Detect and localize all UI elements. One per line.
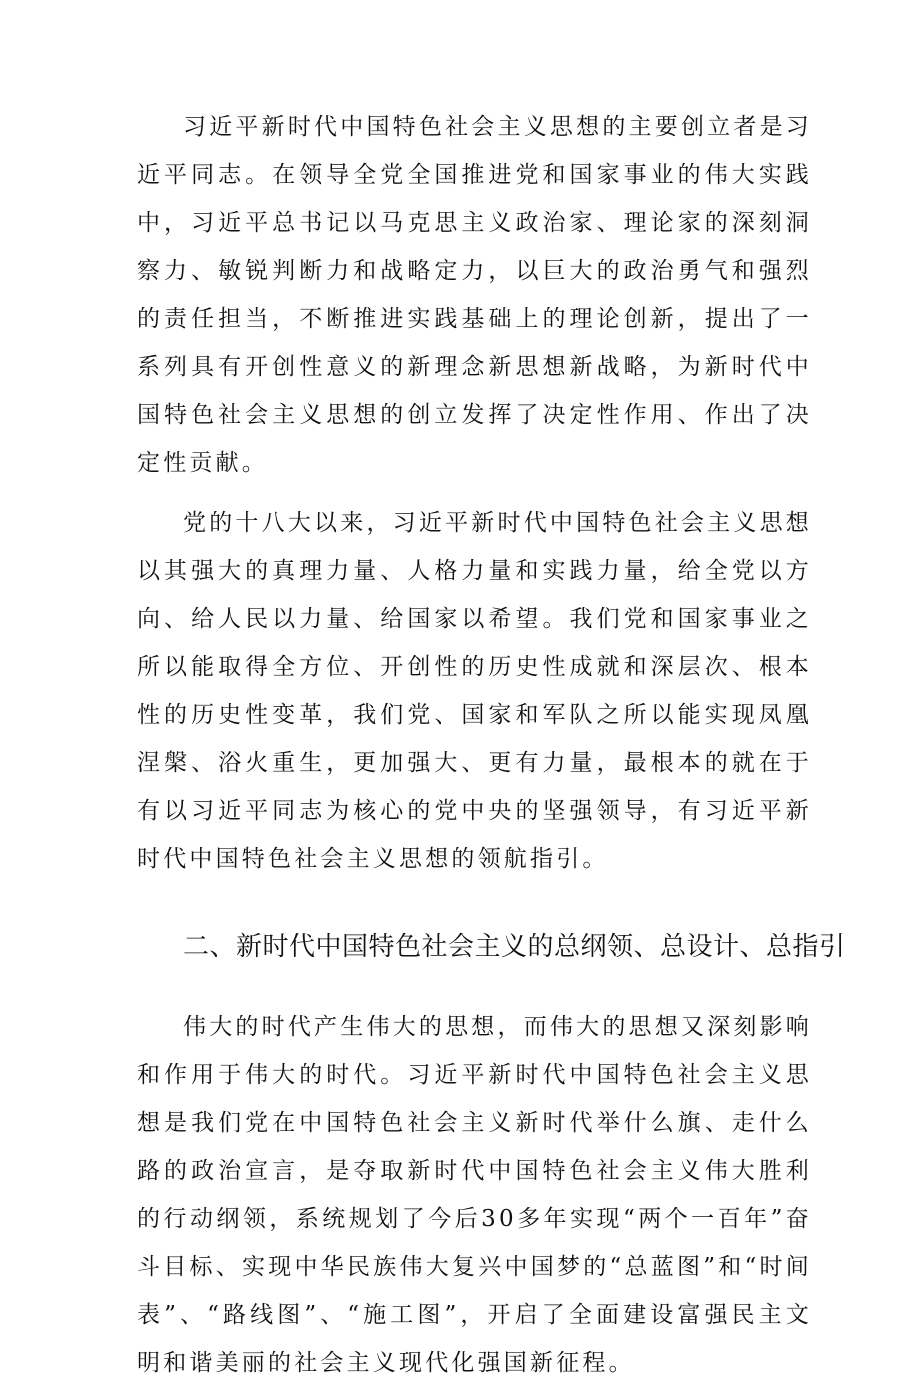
paragraph-founder: 习近平新时代中国特色社会主义思想的主要创立者是习近平同志。在领导全党全国推进党和国家事业的伟大实践中，习近平总书记以马克思主义政治家、理论家的深刻洞察力、敏锐判断力和战略定力，以巨大的政治勇气和强烈的责任担当，不断推进实践基础上的理论创新，提出了一系列具有开创性意义的新理念新思想新战略，为新时代中国特色社会主义思想的创立发挥了决定性作用、作出了决定性贡献。 (137, 114, 812, 476)
paragraph-great-era: 伟大的时代产生伟大的思想，而伟大的思想又深刻影响和作用于伟大的时代。习近平新时代中国特色社会主义思想是我们党在中国特色社会主义新时代举什么旗、走什么路的政治宣言，是夺取新时代中国特色社会主义伟大胜利的行动纲领，系统规划了今后30多年实现“两个一百年”奋斗目标、实现中华民族伟大复兴中国梦的“总蓝图”和“时间表”、“路线图”、“施工图”，开启了全面建设富强民主文明和谐美丽的社会主义现代化强国新征程。 (137, 1014, 812, 1376)
paragraph-since-18th-congress: 党的十八大以来，习近平新时代中国特色社会主义思想以其强大的真理力量、人格力量和实践力量，给全党以方向、给人民以力量、给国家以希望。我们党和国家事业之所以能取得全方位、开创性的历史性成就和深层次、根本性的历史性变革，我们党、国家和军队之所以能实现凤凰涅槃、浴火重生，更加强大、更有力量，最根本的就在于有以习近平同志为核心的党中央的坚强领导，有习近平新时代中国特色社会主义思想的领航指引。 (137, 510, 812, 872)
section-heading: 二、新时代中国特色社会主义的总纲领、总设计、总指引 (183, 932, 846, 962)
